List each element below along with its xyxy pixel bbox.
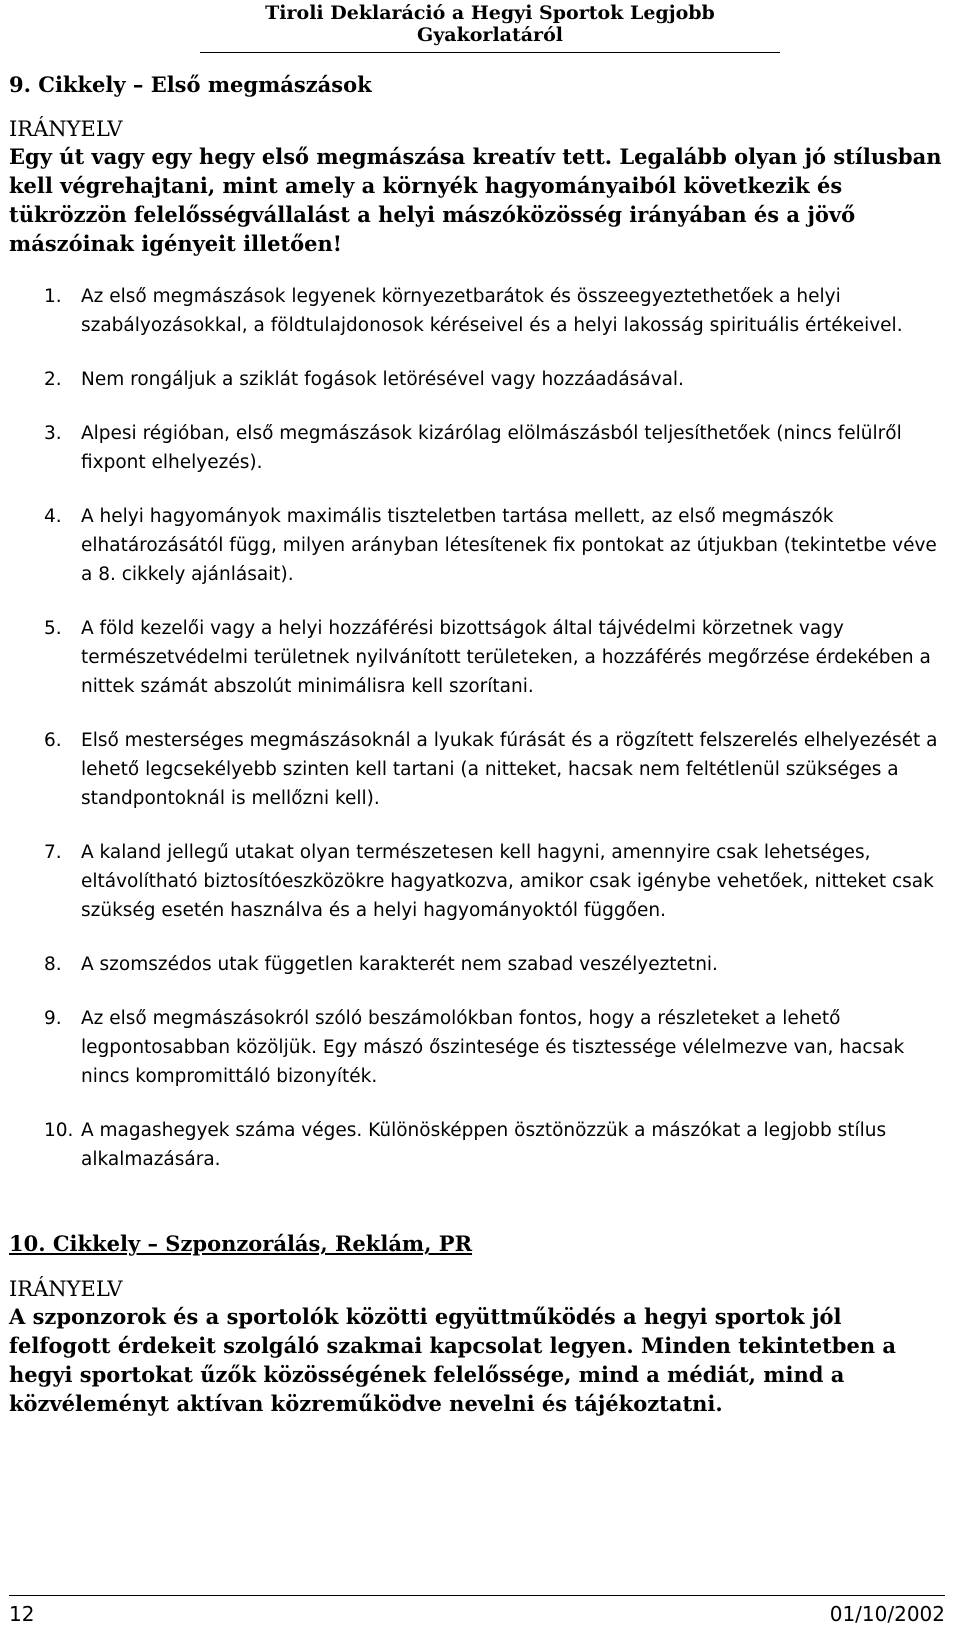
article-9 <box>9 72 949 1174</box>
rule-item <box>9 838 949 925</box>
page-number: 12 <box>9 1602 35 1626</box>
rule-item <box>9 365 949 394</box>
rule-number: 8. <box>44 954 62 976</box>
rule-number: 10. <box>44 1120 74 1142</box>
rule-item <box>9 419 949 477</box>
rule-number: 2. <box>44 369 62 391</box>
rule-text: Az első megmászásokról szóló beszámolókban fontos, hogy a részleteket a lehető legpontosabban közöljük. Egy mászó őszintesége és tisztessége vélelmezve van, hacsak nincs kompromittáló bizonyíték. <box>81 1008 905 1088</box>
rule-item <box>9 726 949 813</box>
rule-text: A föld kezelői vagy a helyi hozzáférési bizottságok által tájvédelmi körzetnek vagy természetvédelmi területnek nyilvánított területeken, a hozzáférés megőrzése érdekében a nittek számát abszolút minimálisra kell szorítani. <box>81 618 931 698</box>
rule-item <box>9 502 949 589</box>
rule-text: Az első megmászások legyenek környezetbarátok és összeegyeztethetőek a helyi szabályozásokkal, a földtulajdonosok kéréseivel és a helyi lakosság spirituális értékeivel. <box>81 286 903 337</box>
rule-item <box>9 1004 949 1091</box>
article-10 <box>9 1231 949 1417</box>
directive-label: IRÁNYELV <box>9 117 123 142</box>
rule-text: Első mesterséges megmászásoknál a lyukak fúrását és a rögzített felszerelés elhelyezését a lehető legcsekélyebb szinten kell tartani (a nitteket, hacsak nem feltétlenül szükséges a standpontoknál is mellőzni kell). <box>81 730 938 810</box>
directive-text: Egy út vagy egy hegy első megmászása kreatív tett. Legalább olyan jó stílusban kell végrehajtani, mint amely a környék hagyományaiból következik és tükrözzön felelősségvállalást a helyi mászóközösség irányában és a jövő mászóinak igényeit illetően! <box>9 144 942 257</box>
article-title: 10. Cikkely – Szponzorálás, Reklám, PR <box>9 1231 473 1257</box>
rule-text: A kaland jellegű utakat olyan természetesen kell hagyni, amennyire csak lehetséges, eltávolítható biztosítóeszközökre hagyatkozva, amikor csak igénybe vehetőek, nitteket csak szükség esetén használva és a helyi hagyományoktól függően. <box>81 842 934 922</box>
rule-number: 3. <box>44 423 62 445</box>
rule-number: 4. <box>44 506 62 528</box>
footer-date: 01/10/2002 <box>829 1602 945 1626</box>
rule-number: 9. <box>44 1008 62 1030</box>
rule-text: A magashegyek száma véges. Különösképpen ösztönözzük a mászókat a legjobb stílus alkalmazására. <box>81 1120 887 1171</box>
rule-number: 5. <box>44 618 62 640</box>
rule-text: Alpesi régióban, első megmászások kizárólag elölmászásból teljesíthetőek (nincs felülről fixpont elhelyezés). <box>81 423 902 474</box>
directive-label: IRÁNYELV <box>9 1276 123 1301</box>
rule-text: A helyi hagyományok maximális tiszteletben tartása mellett, az első megmászók elhatározásától függ, milyen arányban létesítenek fix pontokat az útjukban (tekintetbe véve a 8. cikkely ajánlásait). <box>81 506 937 586</box>
rule-text: Nem rongáljuk a sziklát fogások letörésével vagy hozzáadásával. <box>81 369 684 391</box>
article-title: 9. Cikkely – Első megmászások <box>9 72 372 97</box>
rule-item <box>9 1116 949 1174</box>
rule-text: A szomszédos utak független karakterét nem szabad veszélyeztetni. <box>81 954 718 976</box>
rule-item <box>9 950 949 979</box>
rule-number: 1. <box>44 286 62 308</box>
rule-item <box>9 282 949 340</box>
page-header: Tiroli Deklaráció a Hegyi Sportok Legjobb Gyakorlatáról <box>200 0 780 53</box>
directive-text: A szponzorok és a sportolók közötti együttműködés a hegyi sportok jól felfogott érdekeit szolgáló szakmai kapcsolat legyen. Minden tekintetben a hegyi sportokat űzők közösségének felelőssége, mind a médiát, mind a közvéleményt aktívan közreműködve nevelni és tájékoztatni. <box>9 1303 897 1416</box>
rule-number: 7. <box>44 842 62 864</box>
rule-number: 6. <box>44 730 62 752</box>
page-footer <box>9 1595 945 1626</box>
rule-item <box>9 614 949 701</box>
rules-list <box>9 282 949 1174</box>
page-content <box>9 72 949 1442</box>
